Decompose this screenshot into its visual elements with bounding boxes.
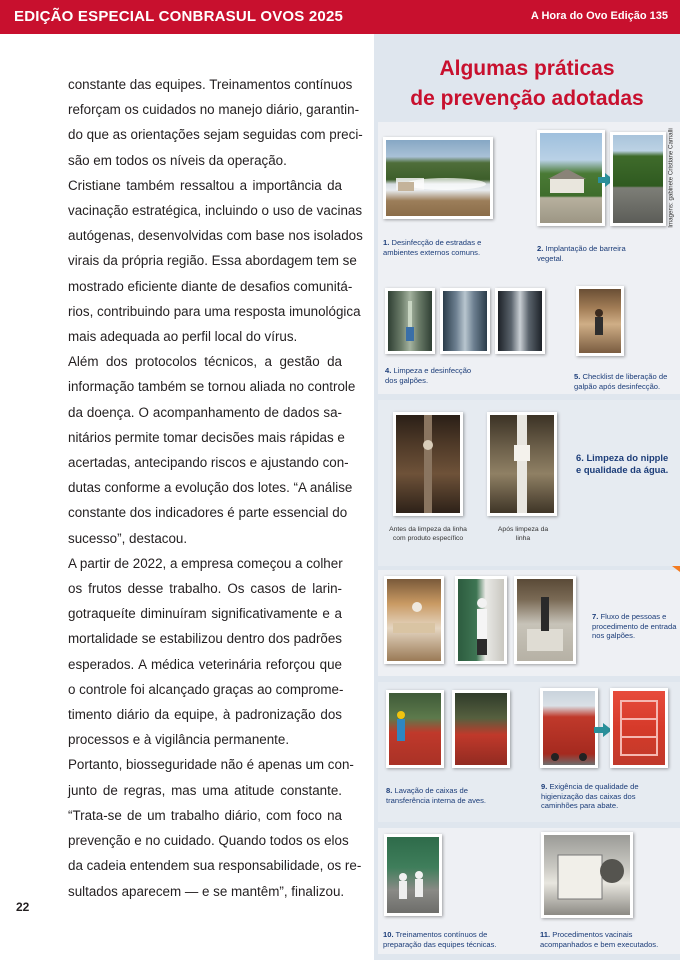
- caption-6-before: Antes da limpeza da linha com produto específico: [389, 526, 467, 542]
- article-line: mostrado eficiente diante de desafios comunitá-: [68, 278, 353, 294]
- worker-crates-icon: [389, 693, 441, 765]
- vaccine-device-icon: [544, 835, 630, 915]
- article-line: reforçam os cuidados no manejo diário, garantin-: [68, 102, 360, 118]
- article-line: junto de regras, mas uma atitude constante.: [68, 782, 342, 798]
- team-icon: [387, 837, 439, 913]
- article-line: Além dos protocolos técnicos, a gestão da: [68, 354, 342, 370]
- article-line: dutas conforme a evolução dos lotes. “A análise: [68, 480, 353, 496]
- article-line: sucesso”, destacou.: [68, 530, 188, 546]
- article-line: processos e à vigilância permanente.: [68, 732, 290, 748]
- photo-truck-crates: [540, 688, 598, 768]
- article-line: Portanto, biosseguridade não é apenas um con-: [68, 757, 354, 773]
- crate-grid-icon: [613, 691, 665, 765]
- article-line: mortalidade se estabilizou dentro dos padrões: [68, 631, 342, 647]
- magazine-issue: A Hora do Ovo Edição 135: [530, 10, 668, 22]
- photo-entry-1: [384, 576, 444, 664]
- article-line: informação também se tornou aliada no controle: [68, 379, 356, 395]
- photo-barn-cleaning-1: [385, 288, 435, 354]
- truck-icon: [543, 691, 595, 765]
- edition-title: EDIÇÃO ESPECIAL CONBRASUL OVOS 2025: [14, 8, 344, 25]
- article-line: da cadeia entendem sua responsabilidade, os re-: [68, 858, 362, 874]
- title-line-2: de prevenção adotadas: [410, 87, 644, 110]
- page-number: 22: [16, 900, 30, 914]
- article-line: timento diário da equipe, à padronização dos: [68, 707, 342, 723]
- photo-barn-cleaning-2: [440, 288, 490, 354]
- article-line: os frutos desse trabalho. Os casos de larin-: [68, 581, 342, 597]
- article-line: mais adequada ao perfil local do vírus.: [68, 329, 298, 345]
- title-line-1: Algumas práticas: [439, 57, 615, 80]
- photo-crate-wash-2: [452, 690, 510, 768]
- caption-7: 7. Fluxo de pessoas e procedimento de entrada nos galpões.: [592, 612, 677, 641]
- article-line: da doença. O acompanhamento de dados sa-: [68, 404, 342, 420]
- caption-4: 4. Limpeza e desinfecção dos galpões.: [385, 366, 472, 385]
- footbath-icon: [517, 579, 573, 661]
- corner-mark: [672, 566, 680, 572]
- cages-icon: [388, 291, 432, 351]
- photo-training: [384, 834, 442, 916]
- photo-barrier-after: [610, 132, 666, 226]
- photo-nipple-after: [487, 412, 557, 516]
- article-line: rios, contribuindo para uma resposta imunológica: [68, 303, 361, 319]
- article-line: prevenção e no cuidado. Quando todos os elos: [68, 833, 349, 849]
- article-line: são em todos os níveis da operação.: [68, 152, 287, 168]
- article-line: do que as orientações sejam seguidas com preci-: [68, 127, 363, 143]
- article-line: A partir de 2022, a empresa começou a colher: [68, 555, 343, 571]
- caption-6: 6. Limpeza do nipple e qualidade da água.: [576, 452, 669, 475]
- article-line: esperados. A médica veterinária reforçou que: [68, 656, 342, 672]
- article-body: [68, 72, 363, 904]
- photo-checklist: [576, 286, 624, 356]
- caption-2: 2. Implantação de barreira vegetal.: [537, 244, 626, 263]
- person-icon: [579, 289, 621, 353]
- article-line: o controle foi alcançado graças ao comprome-: [68, 681, 344, 697]
- barn-icon: [540, 133, 602, 223]
- caption-1: 1. Desinfecção de estradas e ambientes externos comuns.: [383, 238, 482, 257]
- pipe-icon: [396, 415, 460, 513]
- photo-crate-wash-1: [386, 690, 444, 768]
- photo-clean-crates: [610, 688, 668, 768]
- image-credit: Imagens: gabinete Cristiane Camalli: [667, 128, 675, 228]
- article-line: constante dos indicadores é parte essencial do: [68, 505, 348, 521]
- caption-5: 5. Checklist de liberação de galpão após desinfecção.: [574, 372, 668, 391]
- caption-8: 8. Lavação de caixas de transferência interna de aves.: [386, 786, 487, 805]
- article-line: virais da própria região. Essa abordagem tem se: [68, 253, 357, 269]
- photo-barrier-before: [537, 130, 605, 226]
- caption-9: 9. Exigência de qualidade de higienização das caixas dos caminhões para abate.: [541, 782, 639, 811]
- article-line: nitários permite tomar decisões mais rápidas e: [68, 429, 345, 445]
- bench-icon: [387, 579, 441, 661]
- photo-entry-2: [455, 576, 507, 664]
- article-line: gotraqueíte diminuíram significativamente e a: [68, 606, 342, 622]
- caption-6-after: Após limpeza da linha: [497, 526, 549, 542]
- photo-barn-cleaning-3: [495, 288, 545, 354]
- photo-nipple-before: [393, 412, 463, 516]
- article-line: autógenas, desenvolvidas com base nos isolados: [68, 228, 363, 244]
- caption-11: 11. Procedimentos vacinais acompanhados e bem executados.: [540, 930, 659, 949]
- article-line: constante das equipes. Treinamentos contínuos: [68, 77, 353, 92]
- article-line: vacinação estratégica, incluindo o uso de vacinas: [68, 203, 363, 219]
- truck-spray-icon: [386, 140, 490, 216]
- caption-10: 10. Treinamentos contínuos de preparação das equipes técnicas.: [383, 930, 497, 949]
- pipe-clean-icon: [490, 415, 554, 513]
- article-line: sultados aparecem — e se mantêm”, finalizou.: [68, 883, 345, 899]
- photo-entry-3: [514, 576, 576, 664]
- photo-vaccine: [541, 832, 633, 918]
- page-header: [0, 0, 680, 34]
- photo-road-disinfection: [383, 137, 493, 219]
- infographic-title: [374, 54, 680, 114]
- article-line: acertadas, antecipando riscos e ajustando con-: [68, 455, 349, 471]
- article-line: “Trata-se de um trabalho diário, com foco na: [68, 807, 342, 823]
- worker-icon: [458, 579, 504, 661]
- article-line: Cristiane também ressaltou a importância da: [68, 177, 342, 193]
